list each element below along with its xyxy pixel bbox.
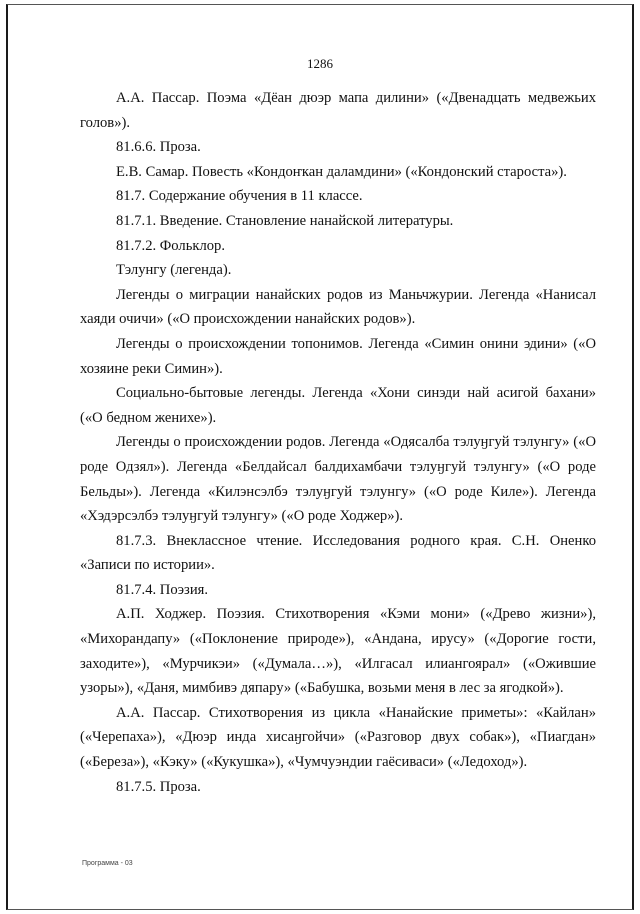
section-heading: 81.7. Содержание обучения в 11 классе. [116,188,363,205]
document-body [80,86,596,799]
paragraph: А.А. Пассар. Поэма «Дёан дюэр мапа дилини» («Двенадцать медвежьих голов»). [80,90,596,131]
paragraph: А.А. Пассар. Стихотворения из цикла «Нанайские приметы»: «Кайлан» («Черепаха»), «Дюэр инда хисаӈгойчи» («Разговор двух собак»), «Пиагдан» («Береза»), «Кэку» («Кукушка»), «Чумчуэндии гаёсиваси» («Ледоход»). [80,704,596,771]
paragraph: А.П. Ходжер. Поэзия. Стихотворения «Кэми мони» («Древо жизни»), «Михорандапу» («Поклонение природе»), «Андана, ирусу» («Дорогие гости, заходите»), «Мурчикэи» («Думала…»), «Илгасал илиангоярал» («Ожившие узоры»), «Даня, мимбивэ дяпару» («Бабушка, возьми меня в лес за ягодкой»). [80,606,596,697]
section-heading: 81.7.2. Фольклор. [116,237,225,254]
paragraph: Социально-бытовые легенды. Легенда «Хони синэди най асигой бахани» («О бедном женихе»). [80,385,596,426]
paragraph: Легенды о происхождении топонимов. Легенда «Симин онини эдини» («О хозяине реки Симин»). [80,335,596,377]
paragraph: 81.7.3. Внеклассное чтение. Исследования родного края. С.Н. Оненко «Записи по истории». [80,532,596,574]
paragraph: Легенды о миграции нанайских родов из Маньчжурии. Легенда «Нанисал хаяди очичи» («О происхождении нанайских родов»). [80,286,596,328]
section-heading: 81.7.1. Введение. Становление нанайской литературы. [116,212,454,229]
page-footer: Программа - 03 [82,860,133,867]
section-heading: 81.6.6. Проза. [116,139,201,156]
section-heading: 81.7.5. Проза. [116,778,201,795]
paragraph: Тэлунгу (легенда). [116,262,232,279]
page-number: 1286 [307,56,333,71]
section-heading: 81.7.4. Поэзия. [116,581,208,598]
paragraph: Е.В. Самар. Повесть «Кондоҥкан даламдини» («Кондонский староста»). [116,163,567,180]
paragraph: Легенды о происхождении родов. Легенда «Одясалба тэлуӈгуй тэлунгу» («О роде Одзял»). Легенда «Белдайсал балдихамбачи тэлуӈгуй тэлунгу» («О роде Бельды»). Легенда «Килэнсэлбэ тэлуӈгуй тэлунгу» («О роде Киле»). Легенда «Хэдэрсэлбэ тэлуӈгуй тэлунгу» («О роде Ходжер»). [80,434,596,525]
